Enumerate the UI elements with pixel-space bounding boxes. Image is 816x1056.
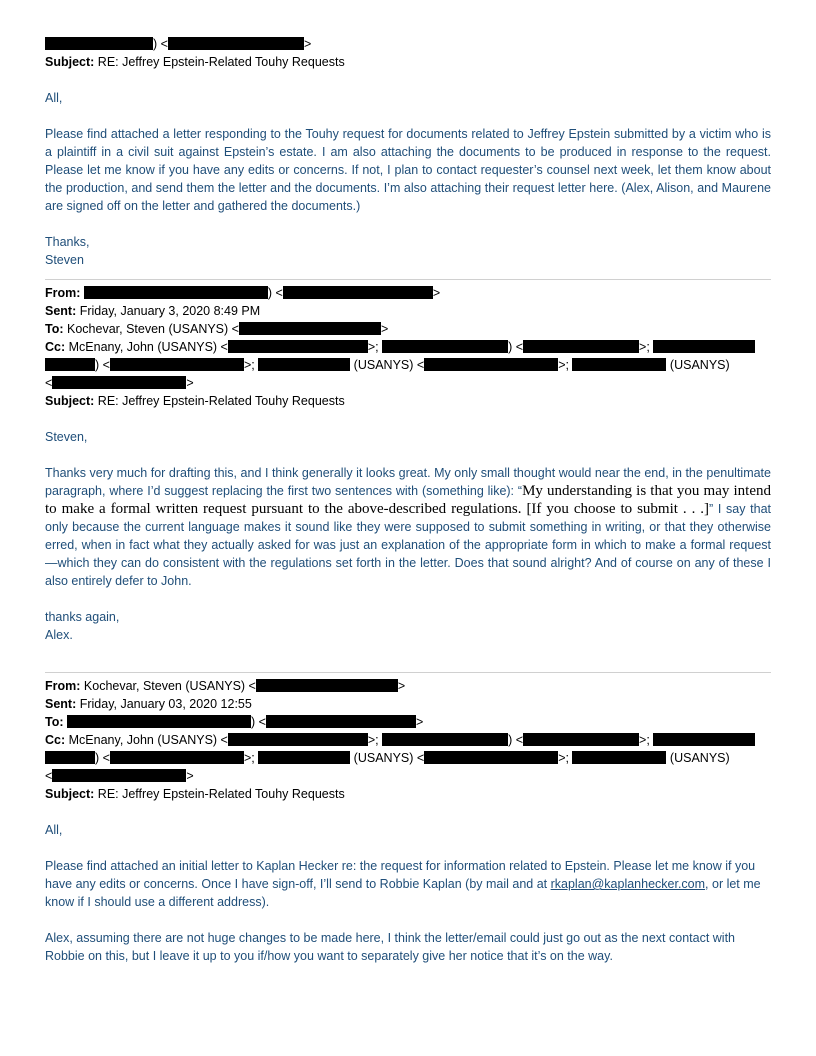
from-line-top: ) < >	[45, 35, 771, 53]
cc-line-bottom-2: ) < >; (USANYS) < >; (USANYS)	[45, 749, 771, 767]
redaction	[45, 358, 95, 371]
redaction	[45, 37, 153, 50]
greeting: Steven,	[45, 430, 88, 444]
separator	[45, 279, 771, 280]
body-paragraph: Please find attached an initial letter to Kaplan Hecker re: the request for information related to Epstein. Please let me know if you have any edits or concerns. Once I have sign-off, I’ll send to Robbie Kaplan (by mail and at rkaplan@kaplanhecker.com, or let me know if I should use a different address).	[45, 859, 761, 909]
redaction	[266, 715, 416, 728]
redaction	[228, 340, 368, 353]
cc-line-mid-2: ) < >; (USANYS) < >; (USANYS)	[45, 356, 771, 374]
greeting: All,	[45, 823, 63, 837]
redaction	[256, 679, 398, 692]
signoff: Thanks,	[45, 235, 90, 249]
redaction	[258, 358, 350, 371]
cc-line-bottom: Cc: McEnany, John (USANYS) < >; ) < >;	[45, 731, 771, 749]
subject-line-top: Subject: RE: Jeffrey Epstein-Related Touhy Requests	[45, 55, 345, 69]
signature: Steven	[45, 253, 84, 267]
redaction	[523, 340, 639, 353]
to-line-mid: To: Kochevar, Steven (USANYS) < >	[45, 322, 389, 336]
redaction	[523, 733, 639, 746]
redaction	[382, 340, 508, 353]
separator	[45, 672, 771, 673]
cc-line-mid-3: < >	[45, 376, 194, 390]
body-paragraph: Thanks very much for drafting this, and I think generally it looks great. My only small thought would near the end, in the penultimate paragraph, where I’d suggest replacing the first two sentences with (something like): “My understanding is that you may intend to make a formal written request pursuant to the above-described regulations. [If you choose to submit . . .]” I say that only because the current language makes it sound like they were supposed to submit something in writing, or that they otherwise erred, when in fact what they actually asked for was just an explanation of the appropriate form in which to make a formal request—which they can do consistent with the regulations set forth in the letter. Does that sound alright? And of course on any of these I also entirely defer to John.	[45, 466, 772, 588]
sent-line-mid: Sent: Friday, January 3, 2020 8:49 PM	[45, 304, 261, 318]
redaction	[653, 733, 755, 746]
redaction	[110, 751, 244, 764]
sent-line-bottom: Sent: Friday, January 03, 2020 12:55	[45, 697, 252, 711]
redaction	[283, 286, 433, 299]
redaction	[52, 376, 186, 389]
redaction	[168, 37, 304, 50]
subject-line-mid: Subject: RE: Jeffrey Epstein-Related Touhy Requests	[45, 394, 345, 408]
from-line-bottom: From: Kochevar, Steven (USANYS) < >	[45, 679, 406, 693]
redaction	[382, 733, 508, 746]
redaction	[84, 286, 268, 299]
redaction	[572, 358, 666, 371]
subject-line-bottom: Subject: RE: Jeffrey Epstein-Related Touhy Requests	[45, 787, 345, 801]
redaction	[424, 751, 558, 764]
signoff: thanks again,	[45, 610, 120, 624]
from-line-mid: From: ) < >	[45, 286, 441, 300]
redaction	[239, 322, 381, 335]
cc-line-mid: Cc: McEnany, John (USANYS) < >; ) < >;	[45, 338, 771, 356]
email-link[interactable]: rkaplan@kaplanhecker.com	[550, 877, 706, 891]
email-thread	[45, 35, 771, 965]
to-line-bottom: To: ) < >	[45, 715, 424, 729]
redaction	[572, 751, 666, 764]
signature: Alex.	[45, 628, 73, 642]
cc-line-bottom-3: < >	[45, 769, 194, 783]
greeting: All,	[45, 91, 63, 105]
body-paragraph: Alex, assuming there are not huge changes to be made here, I think the letter/email could just go out as the next contact with Robbie on this, but I leave it up to you if/how you want to separately give her notice that it’s on the way.	[45, 931, 735, 963]
redaction	[424, 358, 558, 371]
redaction	[52, 769, 186, 782]
redaction	[653, 340, 755, 353]
redaction	[110, 358, 244, 371]
redaction	[258, 751, 350, 764]
redaction	[228, 733, 368, 746]
redaction	[45, 751, 95, 764]
redaction	[67, 715, 251, 728]
body-paragraph: Please find attached a letter responding to the Touhy request for documents related to Jeffrey Epstein submitted by a victim who is a plaintiff in a civil suit against Epstein’s estate. I am also attaching the documents to be produced in response to the request. Please let me know if you have any edits or concerns. If not, I plan to contact requester’s counsel next week, let them know about the production, and send them the letter and the documents. I’m also attaching their request letter here. (Alex, Alison, and Maurene are signed off on the letter and gathered the documents.)	[45, 127, 771, 213]
